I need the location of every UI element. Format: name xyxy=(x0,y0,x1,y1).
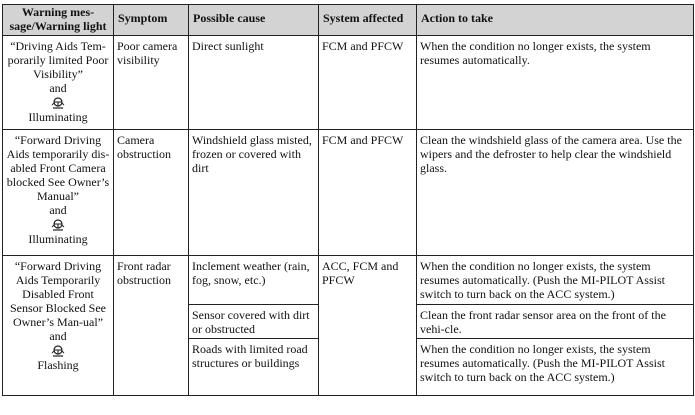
cause-cell: Roads with limited road structures or buildings xyxy=(189,339,319,396)
warning-table xyxy=(2,4,694,396)
header-cause: Possible cause xyxy=(189,5,319,36)
warning-cell xyxy=(3,130,114,256)
light-state: Illuminating xyxy=(28,109,88,124)
system-cell: ACC, FCM and PFCW xyxy=(319,256,417,396)
system-cell: FCM and PFCW xyxy=(319,36,417,130)
warning-cell xyxy=(3,36,114,130)
and-text: and xyxy=(49,81,67,95)
action-cell: Clean the windshield glass of the camera area. Use the wipers and the defroster to help clear the windshield glass. xyxy=(417,130,694,256)
and-text: and xyxy=(49,203,67,217)
steering-wheel-warning-icon xyxy=(51,345,65,358)
header-symptom: Symptom xyxy=(114,5,189,36)
warning-message: “Forward Driving Aids temporarily dis-abled Front Camera blocked See Owner’s Manual” xyxy=(6,133,110,203)
header-system: System affected xyxy=(319,5,417,36)
symptom-cell: Front radar obstruction xyxy=(114,256,189,396)
action-cell: Clean the front radar sensor area on the front of the vehi-cle. xyxy=(417,305,694,339)
steering-wheel-warning-icon xyxy=(51,219,65,232)
cause-cell: Windshield glass misted, frozen or covered with dirt xyxy=(189,130,319,256)
header-action: Action to take xyxy=(417,5,694,36)
cause-cell: Direct sunlight xyxy=(189,36,319,130)
action-cell: When the condition no longer exists, the system resumes automatically. (Push the MI-PILOT Assist switch to turn back on the ACC system.) xyxy=(417,256,694,305)
action-cell: When the condition no longer exists, the system resumes automatically. xyxy=(417,36,694,130)
header-warning: Warning mes-sage/Warning light xyxy=(3,5,114,36)
warning-message: “Driving Aids Tem-porarily limited Poor Visibility” xyxy=(7,39,109,81)
table-row xyxy=(3,36,694,130)
warning-message: “Forward Driving Aids Temporarily Disabled Front Sensor Blocked See Owner’s Man-ual” xyxy=(10,259,106,329)
table-row xyxy=(3,256,694,305)
system-cell: FCM and PFCW xyxy=(319,130,417,256)
header-row xyxy=(3,5,694,36)
symptom-cell: Poor camera visibility xyxy=(114,36,189,130)
steering-wheel-warning-icon xyxy=(51,97,65,110)
and-text: and xyxy=(49,329,67,343)
light-state: Illuminating xyxy=(28,231,88,246)
warning-cell xyxy=(3,256,114,396)
light-state: Flashing xyxy=(37,357,79,372)
action-cell: When the condition no longer exists, the system resumes automatically. (Push the MI-PILOT Assist switch to turn back on the ACC system.) xyxy=(417,339,694,396)
symptom-cell: Camera obstruction xyxy=(114,130,189,256)
cause-cell: Sensor covered with dirt or obstructed xyxy=(189,305,319,339)
table-row xyxy=(3,130,694,256)
cause-cell: Inclement weather (rain, fog, snow, etc.) xyxy=(189,256,319,305)
